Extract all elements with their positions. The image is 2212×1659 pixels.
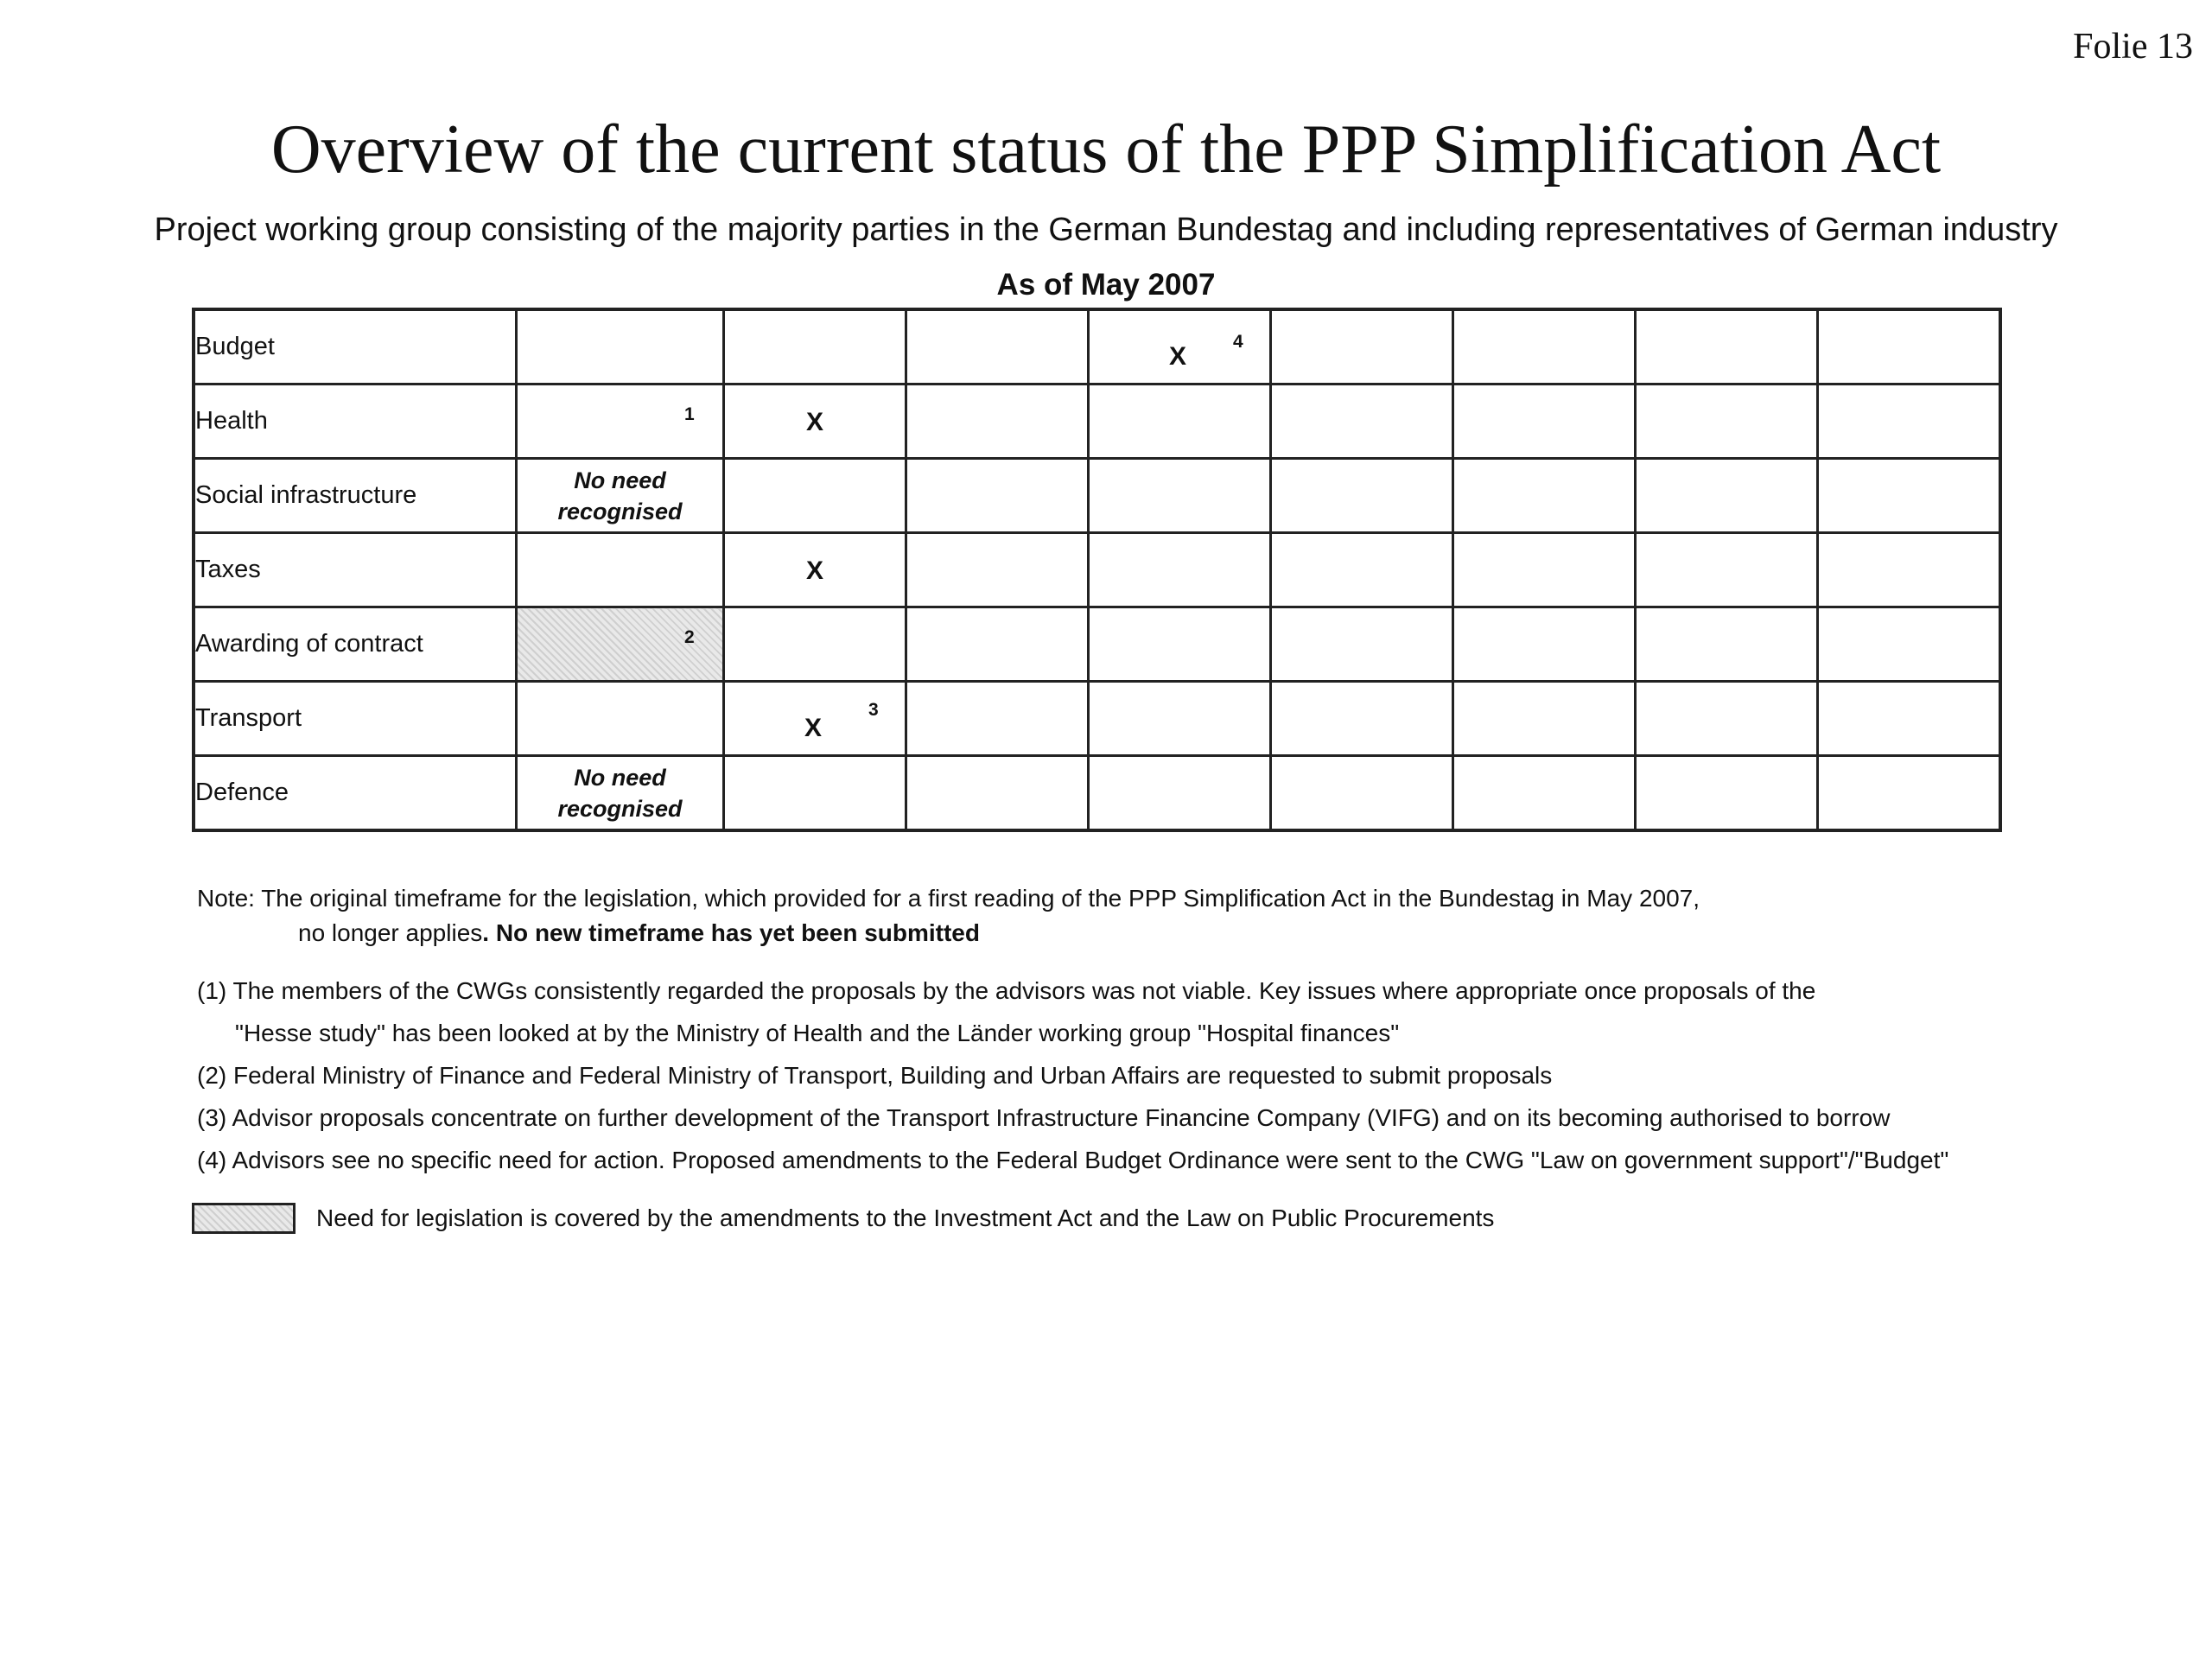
table-cell <box>517 533 724 607</box>
table-cell <box>1818 533 2001 607</box>
table-cell <box>517 385 724 459</box>
table-cell <box>724 756 906 831</box>
table-cell <box>724 385 906 459</box>
row-label-awarding-of-contract: Awarding of contract <box>194 607 517 682</box>
table-cell <box>1818 309 2001 385</box>
table-cell <box>1453 682 1636 756</box>
table-cell <box>1089 756 1271 831</box>
table-cell <box>1636 607 1818 682</box>
table-cell <box>724 309 906 385</box>
footnote-ref: 1 <box>684 404 695 424</box>
table-cell <box>1453 533 1636 607</box>
table-row <box>194 756 2000 831</box>
table-cell <box>906 309 1089 385</box>
row-label-transport: Transport <box>194 682 517 756</box>
table-cell <box>1271 607 1453 682</box>
table-cell <box>1636 682 1818 756</box>
table-cell <box>906 459 1089 533</box>
table-cell <box>1271 682 1453 756</box>
table-cell <box>1453 607 1636 682</box>
table-cell <box>1636 459 1818 533</box>
footnote-ref: 3 <box>868 700 879 720</box>
hatched-cell <box>517 607 724 682</box>
table-cell <box>1089 309 1271 385</box>
table-cell <box>1818 756 2001 831</box>
table-row <box>194 385 2000 459</box>
row-label-taxes: Taxes <box>194 533 517 607</box>
table-cell <box>906 533 1089 607</box>
footnote-ref: 2 <box>684 627 695 647</box>
table-cell <box>1271 459 1453 533</box>
table-cell <box>1271 533 1453 607</box>
table-cell <box>1271 385 1453 459</box>
page-title: Overview of the current status of the PPP Simplification Act <box>270 111 1942 188</box>
table-cell <box>1818 607 2001 682</box>
table-cell <box>1636 533 1818 607</box>
table-cell <box>1818 385 2001 459</box>
table-cell <box>1089 385 1271 459</box>
row-label-defence: Defence <box>194 756 517 831</box>
table-cell <box>724 682 906 756</box>
table-cell <box>724 459 906 533</box>
no-need-note: No need recognised <box>557 764 683 822</box>
hatch-swatch <box>192 1203 296 1234</box>
table-cell <box>1089 533 1271 607</box>
row-label-social-infrastructure: Social infrastructure <box>194 459 517 533</box>
status-mark: X <box>806 556 824 585</box>
table-row <box>194 459 2000 533</box>
footnote-3: (3) Advisor proposals concentrate on further development of the Transport Infrastructure Financine Company (VIFG) and on its becoming authorised to borrow <box>197 1104 1891 1131</box>
table-cell <box>724 533 906 607</box>
table-cell <box>1636 756 1818 831</box>
table-cell <box>906 756 1089 831</box>
status-mark: X <box>804 714 823 742</box>
table-cell <box>724 607 906 682</box>
slide-number: Folie 13 <box>2073 27 2193 67</box>
footnote-2: (2) Federal Ministry of Finance and Federal Ministry of Transport, Building and Urban Affairs are requested to submit proposals <box>197 1062 1553 1089</box>
table-cell <box>906 385 1089 459</box>
table-cell <box>906 682 1089 756</box>
table-cell <box>517 309 724 385</box>
footnote-1-continued: "Hesse study" has been looked at by the Ministry of Health and the Länder working group "Hospital finances" <box>235 1020 1400 1046</box>
table-cell <box>1636 385 1818 459</box>
table-cell <box>1089 682 1271 756</box>
no-need-note: No need recognised <box>557 467 683 524</box>
status-mark: X <box>806 408 824 436</box>
table-cell <box>517 459 724 533</box>
table-cell <box>1271 756 1453 831</box>
as-of-date: As of May 2007 <box>996 268 1216 302</box>
table-cell <box>517 756 724 831</box>
footnotes <box>197 969 1948 1181</box>
page-subtitle: Project working group consisting of the majority parties in the German Bundestag and including representatives of German industry <box>154 212 2058 248</box>
table-cell <box>1089 459 1271 533</box>
table-cell <box>1089 607 1271 682</box>
table-cell <box>1453 756 1636 831</box>
table-cell <box>1453 459 1636 533</box>
status-mark: X <box>1169 342 1187 371</box>
row-label-budget: Budget <box>194 309 517 385</box>
table-cell <box>1453 385 1636 459</box>
row-label-health: Health <box>194 385 517 459</box>
footnote-ref: 4 <box>1233 332 1243 352</box>
table-cell <box>1636 309 1818 385</box>
table-row <box>194 682 2000 756</box>
table-cell <box>1818 459 2001 533</box>
table-cell <box>1818 682 2001 756</box>
table-cell <box>906 607 1089 682</box>
footnote-1: (1) The members of the CWGs consistently regarded the proposals by the advisors was not viable. Key issues where appropriate once proposals of the <box>197 977 1816 1004</box>
table-cell <box>1453 309 1636 385</box>
legend-text: Need for legislation is covered by the amendments to the Investment Act and the Law on Public Procurements <box>316 1205 1495 1231</box>
table-row <box>194 309 2000 385</box>
table-cell <box>517 682 724 756</box>
table-row <box>194 607 2000 682</box>
table-cell <box>1271 309 1453 385</box>
status-matrix <box>192 308 2002 832</box>
table-row <box>194 533 2000 607</box>
timeframe-note: Note: The original timeframe for the legislation, which provided for a first reading of the PPP Simplification Act in the Bundestag in May 2007, no longer applies. No new timeframe has yet been submitted <box>197 885 1700 946</box>
footnote-4: (4) Advisors see no specific need for action. Proposed amendments to the Federal Budget Ordinance were sent to the CWG "Law on government support"/"Budget" <box>197 1147 1949 1173</box>
